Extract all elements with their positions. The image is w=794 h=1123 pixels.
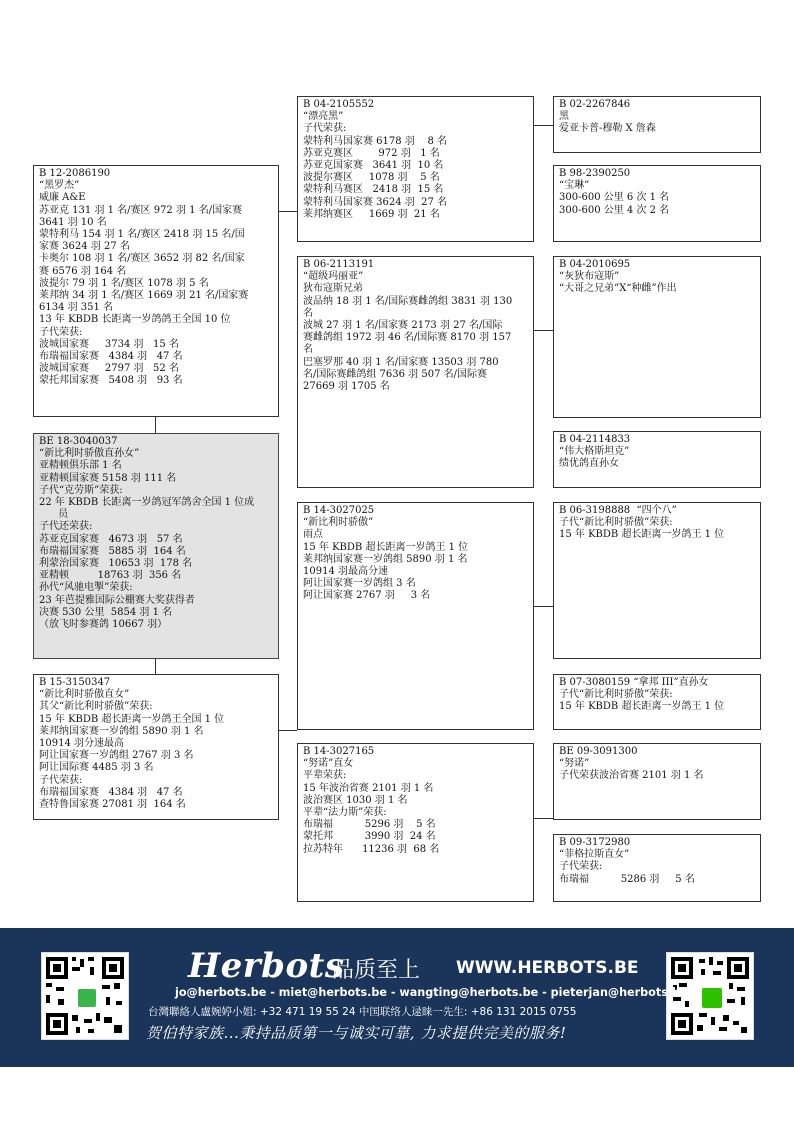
ddd-card	[553, 834, 761, 902]
text-line: 决赛 530 公里 5854 羽 1 名	[39, 606, 173, 618]
text-line: 波城 27 羽 1 名/国家赛 2173 羽 27 名/国际	[303, 320, 503, 332]
text-line: “新比利时骄傲直孙女”	[39, 448, 140, 460]
text-line: 其父“新比利时骄傲”荣获:	[39, 701, 153, 713]
text-line: 布瑞福国家赛 4384 羽 47 名	[39, 351, 183, 363]
text-line: 黑	[559, 111, 569, 123]
dds-card	[553, 743, 761, 820]
text-line: “努诺”直女	[303, 758, 354, 770]
text-line: 平辈荣获:	[303, 770, 347, 782]
text-line: “菲格拉斯直女”	[559, 849, 630, 861]
text-line: B 14-3027165	[303, 746, 375, 757]
text-line: B 07-3080159 “拿邦 III”直孙女	[559, 677, 709, 688]
text-line: 狄布寇斯兄弟	[303, 283, 363, 295]
text-line: 蒙特利马赛区 2418 羽 15 名	[303, 184, 444, 196]
dam-sire-card	[297, 502, 534, 730]
qr-code-left[interactable]	[41, 952, 129, 1040]
text-line: 蒙特利马国家赛 3624 羽 27 名	[303, 196, 448, 208]
dam-dam-lines	[303, 746, 528, 856]
dsd-lines	[559, 677, 755, 714]
text-line: B 15-3150347	[39, 677, 111, 688]
text-line: BE 09-3091300	[559, 746, 638, 757]
text-line: 波城国家赛 2797 羽 52 名	[39, 363, 179, 375]
text-line: “漂亮黑”	[303, 111, 344, 123]
text-line: 子代“新比利时骄傲”荣获:	[559, 517, 673, 529]
text-line: B 06-2113191	[303, 259, 375, 270]
text-line: 苏亚克国家赛 4673 羽 57 名	[39, 533, 183, 545]
text-line: 15 年 KBDB 超长距离一岁鸽王 1 位	[303, 541, 469, 553]
text-line: 布瑞福 5296 羽 5 名	[303, 819, 436, 831]
text-line: 苏亚克 131 羽 1 名/赛区 972 羽 1 名/国家赛	[39, 204, 243, 216]
sdd-lines	[559, 434, 755, 471]
text-line: B 09-3172980	[559, 837, 631, 848]
sss-lines	[559, 99, 755, 136]
text-line: 波城国家赛 3734 羽 15 名	[39, 338, 179, 350]
text-line: 22 年 KBDB 长距离一岁鸽冠军鸽舍全国 1 位成	[39, 497, 255, 509]
text-line: 莱邦纳国家赛一岁鸽组 5890 羽 1 名	[303, 553, 468, 565]
sire-sire-lines	[303, 99, 528, 221]
text-line: 子代荣获:	[39, 774, 83, 786]
text-line: “大哥之兄弟”X“种雌”作出	[559, 283, 677, 295]
text-line: “黑罗杰”	[39, 180, 80, 192]
text-line: 巴塞罗那 40 羽 1 名/国家赛 13503 羽 780	[303, 356, 499, 368]
connector-line	[534, 125, 553, 126]
text-line: B 14-3027025	[303, 505, 375, 516]
text-line: BE 18-3040037	[39, 436, 118, 447]
text-line: 300-600 公里 4 次 2 名	[559, 204, 670, 216]
text-line: 拉苏特年 11236 羽 68 名	[303, 843, 440, 855]
text-line: 威廉 A&E	[39, 192, 86, 204]
wechat-icon	[700, 986, 724, 1010]
connector-line	[534, 606, 553, 607]
ssd-lines	[559, 168, 755, 217]
ddd-lines	[559, 837, 755, 886]
text-line: 15 年 KBDB 超长距离一岁鸽王 1 位	[559, 701, 725, 713]
text-line: “努诺”	[559, 758, 590, 770]
text-line: 苏亚克国家赛 3641 羽 10 名	[303, 160, 444, 172]
text-line: 子代荣获:	[303, 123, 347, 135]
text-line: 蒙托邦国家赛 5408 羽 93 名	[39, 375, 183, 387]
dam-card	[33, 674, 279, 820]
text-line: 子代荣获:	[39, 326, 83, 338]
text-line: 波治赛区 1030 羽 1 名	[303, 794, 408, 806]
brand-logo: Herbots	[188, 946, 345, 986]
text-line: 15 年 KBDB 超长距离一岁鸽王全国 1 位	[39, 713, 225, 725]
text-line: 利蒙治国家赛 10653 羽 178 名	[39, 558, 193, 570]
text-line: 莱邦纳 34 羽 1 名/赛区 1669 羽 21 名/国家赛	[39, 290, 249, 302]
text-line: 10914 羽最高分速	[303, 566, 388, 578]
email-list[interactable]: jo@herbots.be - miet@herbots.be - wangting@herbots.be - pieterjan@herbots.be	[175, 986, 688, 999]
text-line: 子代荣获波治省赛 2101 羽 1 名	[559, 770, 704, 782]
text-line: 莱邦纳赛区 1669 羽 21 名	[303, 208, 440, 220]
text-line: 23 年芭提雅国际公棚赛大奖获得者	[39, 594, 195, 606]
text-line: 雨点	[303, 529, 323, 541]
text-line: 名	[303, 344, 313, 356]
text-line: 10914 羽分速最高	[39, 738, 124, 750]
text-line: 员	[39, 509, 69, 521]
text-line: 卡奥尔 108 羽 1 名/赛区 3652 羽 82 名/国家	[39, 253, 245, 265]
text-line: 蒙特利马国家赛 6178 羽 8 名	[303, 135, 448, 147]
text-line: “新比利时骄傲”	[303, 517, 374, 529]
text-line: B 06-3198888 “四个八”	[559, 505, 677, 516]
dam-lines	[39, 677, 273, 811]
text-line: 爱亚卡普-穆勒 X 詹森	[559, 123, 656, 135]
text-line: 波品纳 18 羽 1 名/国际赛雌鸽组 3831 羽 130	[303, 295, 513, 307]
subject-card	[33, 433, 279, 659]
text-line: 阿让国家赛 2767 羽 3 名	[303, 590, 431, 602]
text-line: “超级玛丽亚”	[303, 271, 364, 283]
sire-dam-card	[297, 256, 534, 488]
ssd-card	[553, 165, 761, 242]
text-line: 15 年波治省赛 2101 羽 1 名	[303, 782, 434, 794]
text-line: B 98-2390250	[559, 168, 631, 179]
subject-lines	[39, 436, 273, 631]
text-line: 亚精顿俱乐部 1 名	[39, 460, 122, 472]
tagline: 贺伯特家族...秉持品质第一与诚实可靠, 力求提供完美的服务!	[146, 1024, 567, 1042]
text-line: 波提尔 79 羽 1 名/赛区 1078 羽 5 名	[39, 277, 209, 289]
text-line: 亚精顿 18763 羽 356 名	[39, 570, 182, 582]
connector-line	[534, 818, 553, 819]
connector-line	[279, 211, 297, 212]
text-line: 莱邦纳国家赛一岁鸽组 5890 羽 1 名	[39, 725, 204, 737]
connector-line	[279, 730, 297, 731]
connector-line	[155, 659, 156, 674]
text-line: 布瑞福国家赛 4384 羽 47 名	[39, 786, 183, 798]
text-line: 子代“克劳斯”荣获:	[39, 484, 123, 496]
text-line: B 02-2267846	[559, 99, 631, 110]
sds-card	[553, 256, 761, 418]
sds-lines	[559, 259, 755, 296]
text-line: 波提尔赛区 1078 羽 5 名	[303, 172, 440, 184]
text-line: 赛雌鸽组 1972 羽 46 名/国际赛 8170 羽 157	[303, 332, 512, 344]
text-line: “宝琳”	[559, 180, 590, 192]
sire-sire-card	[297, 96, 534, 242]
sdd-card	[553, 431, 761, 488]
dds-lines	[559, 746, 755, 783]
text-line: 子代“新比利时骄傲”荣获:	[559, 689, 673, 701]
text-line: 绩优鸽直孙女	[559, 458, 619, 470]
text-line: 家赛 3624 羽 27 名	[39, 241, 130, 253]
text-line: “灰狄布寇斯”	[559, 271, 620, 283]
connector-line	[155, 417, 156, 433]
contact-info: 台灣聯絡人盧婉婷小姐: +32 471 19 55 24 中国联络人逯睐一先生: +86 131 2015 0755	[148, 1006, 577, 1018]
text-line: 查特鲁国家赛 27081 羽 164 名	[39, 799, 186, 811]
text-line: 苏亚克赛区 972 羽 1 名	[303, 147, 440, 159]
text-line: 蒙托邦 3990 羽 24 名	[303, 831, 436, 843]
text-line: 孙代“风驰电掣”荣获:	[39, 582, 133, 594]
sss-card	[553, 96, 761, 153]
sire-lines	[39, 168, 273, 388]
text-line: （放飞时参赛鸽 10667 羽）	[39, 619, 168, 631]
text-line: 15 年 KBDB 超长距离一岁鸽王 1 位	[559, 529, 725, 541]
sire-card	[33, 165, 279, 417]
text-line: 阿让国家赛一岁鸽组 3 名	[303, 578, 416, 590]
text-line: 名	[303, 307, 313, 319]
text-line: 蒙特利马 154 羽 1 名/赛区 2418 羽 15 名/国	[39, 229, 245, 241]
website-link[interactable]: WWW.HERBOTS.BE	[456, 958, 639, 978]
dam-sire-lines	[303, 505, 528, 603]
sire-dam-lines	[303, 259, 528, 393]
text-line: B 04-2010695	[559, 259, 631, 270]
text-line: 27669 羽 1705 名	[303, 381, 390, 393]
connector-line	[534, 330, 553, 331]
dam-dam-card	[297, 743, 534, 902]
text-line: 3641 羽 10 名	[39, 216, 107, 228]
text-line: 6134 羽 351 名	[39, 302, 114, 314]
text-line: 13 年 KBDB 长距离一岁鸽鸽王全国 10 位	[39, 314, 231, 326]
text-line: B 04-2114833	[559, 434, 631, 445]
text-line: 阿让国家赛一岁鸽组 2767 羽 3 名	[39, 750, 194, 762]
dsd-card	[553, 674, 761, 730]
text-line: 平辈“法力斯”荣获:	[303, 807, 387, 819]
text-line: 子代还荣获:	[39, 521, 93, 533]
dss-card	[553, 502, 761, 659]
text-line: 阿让国际赛 4485 羽 3 名	[39, 762, 154, 774]
text-line: B 04-2105552	[303, 99, 375, 110]
text-line: B 12-2086190	[39, 168, 111, 179]
text-line: 300-600 公里 6 次 1 名	[559, 192, 670, 204]
text-line: 布瑞福 5286 羽 5 名	[559, 873, 695, 885]
text-line: “新比利时骄傲直女”	[39, 689, 130, 701]
dss-lines	[559, 505, 755, 542]
text-line: 赛 6576 羽 164 名	[39, 265, 127, 277]
text-line: “伟大格斯坦克”	[559, 446, 630, 458]
text-line: 亚精顿国家赛 5158 羽 111 名	[39, 472, 177, 484]
slogan: 品质至上	[332, 958, 421, 983]
text-line: 名/国际赛雌鸽组 7636 羽 507 名/国际赛	[303, 368, 487, 380]
text-line: 布瑞福国家赛 5885 羽 164 名	[39, 545, 186, 557]
text-line: 子代荣获:	[559, 861, 603, 873]
line-icon	[76, 987, 98, 1009]
